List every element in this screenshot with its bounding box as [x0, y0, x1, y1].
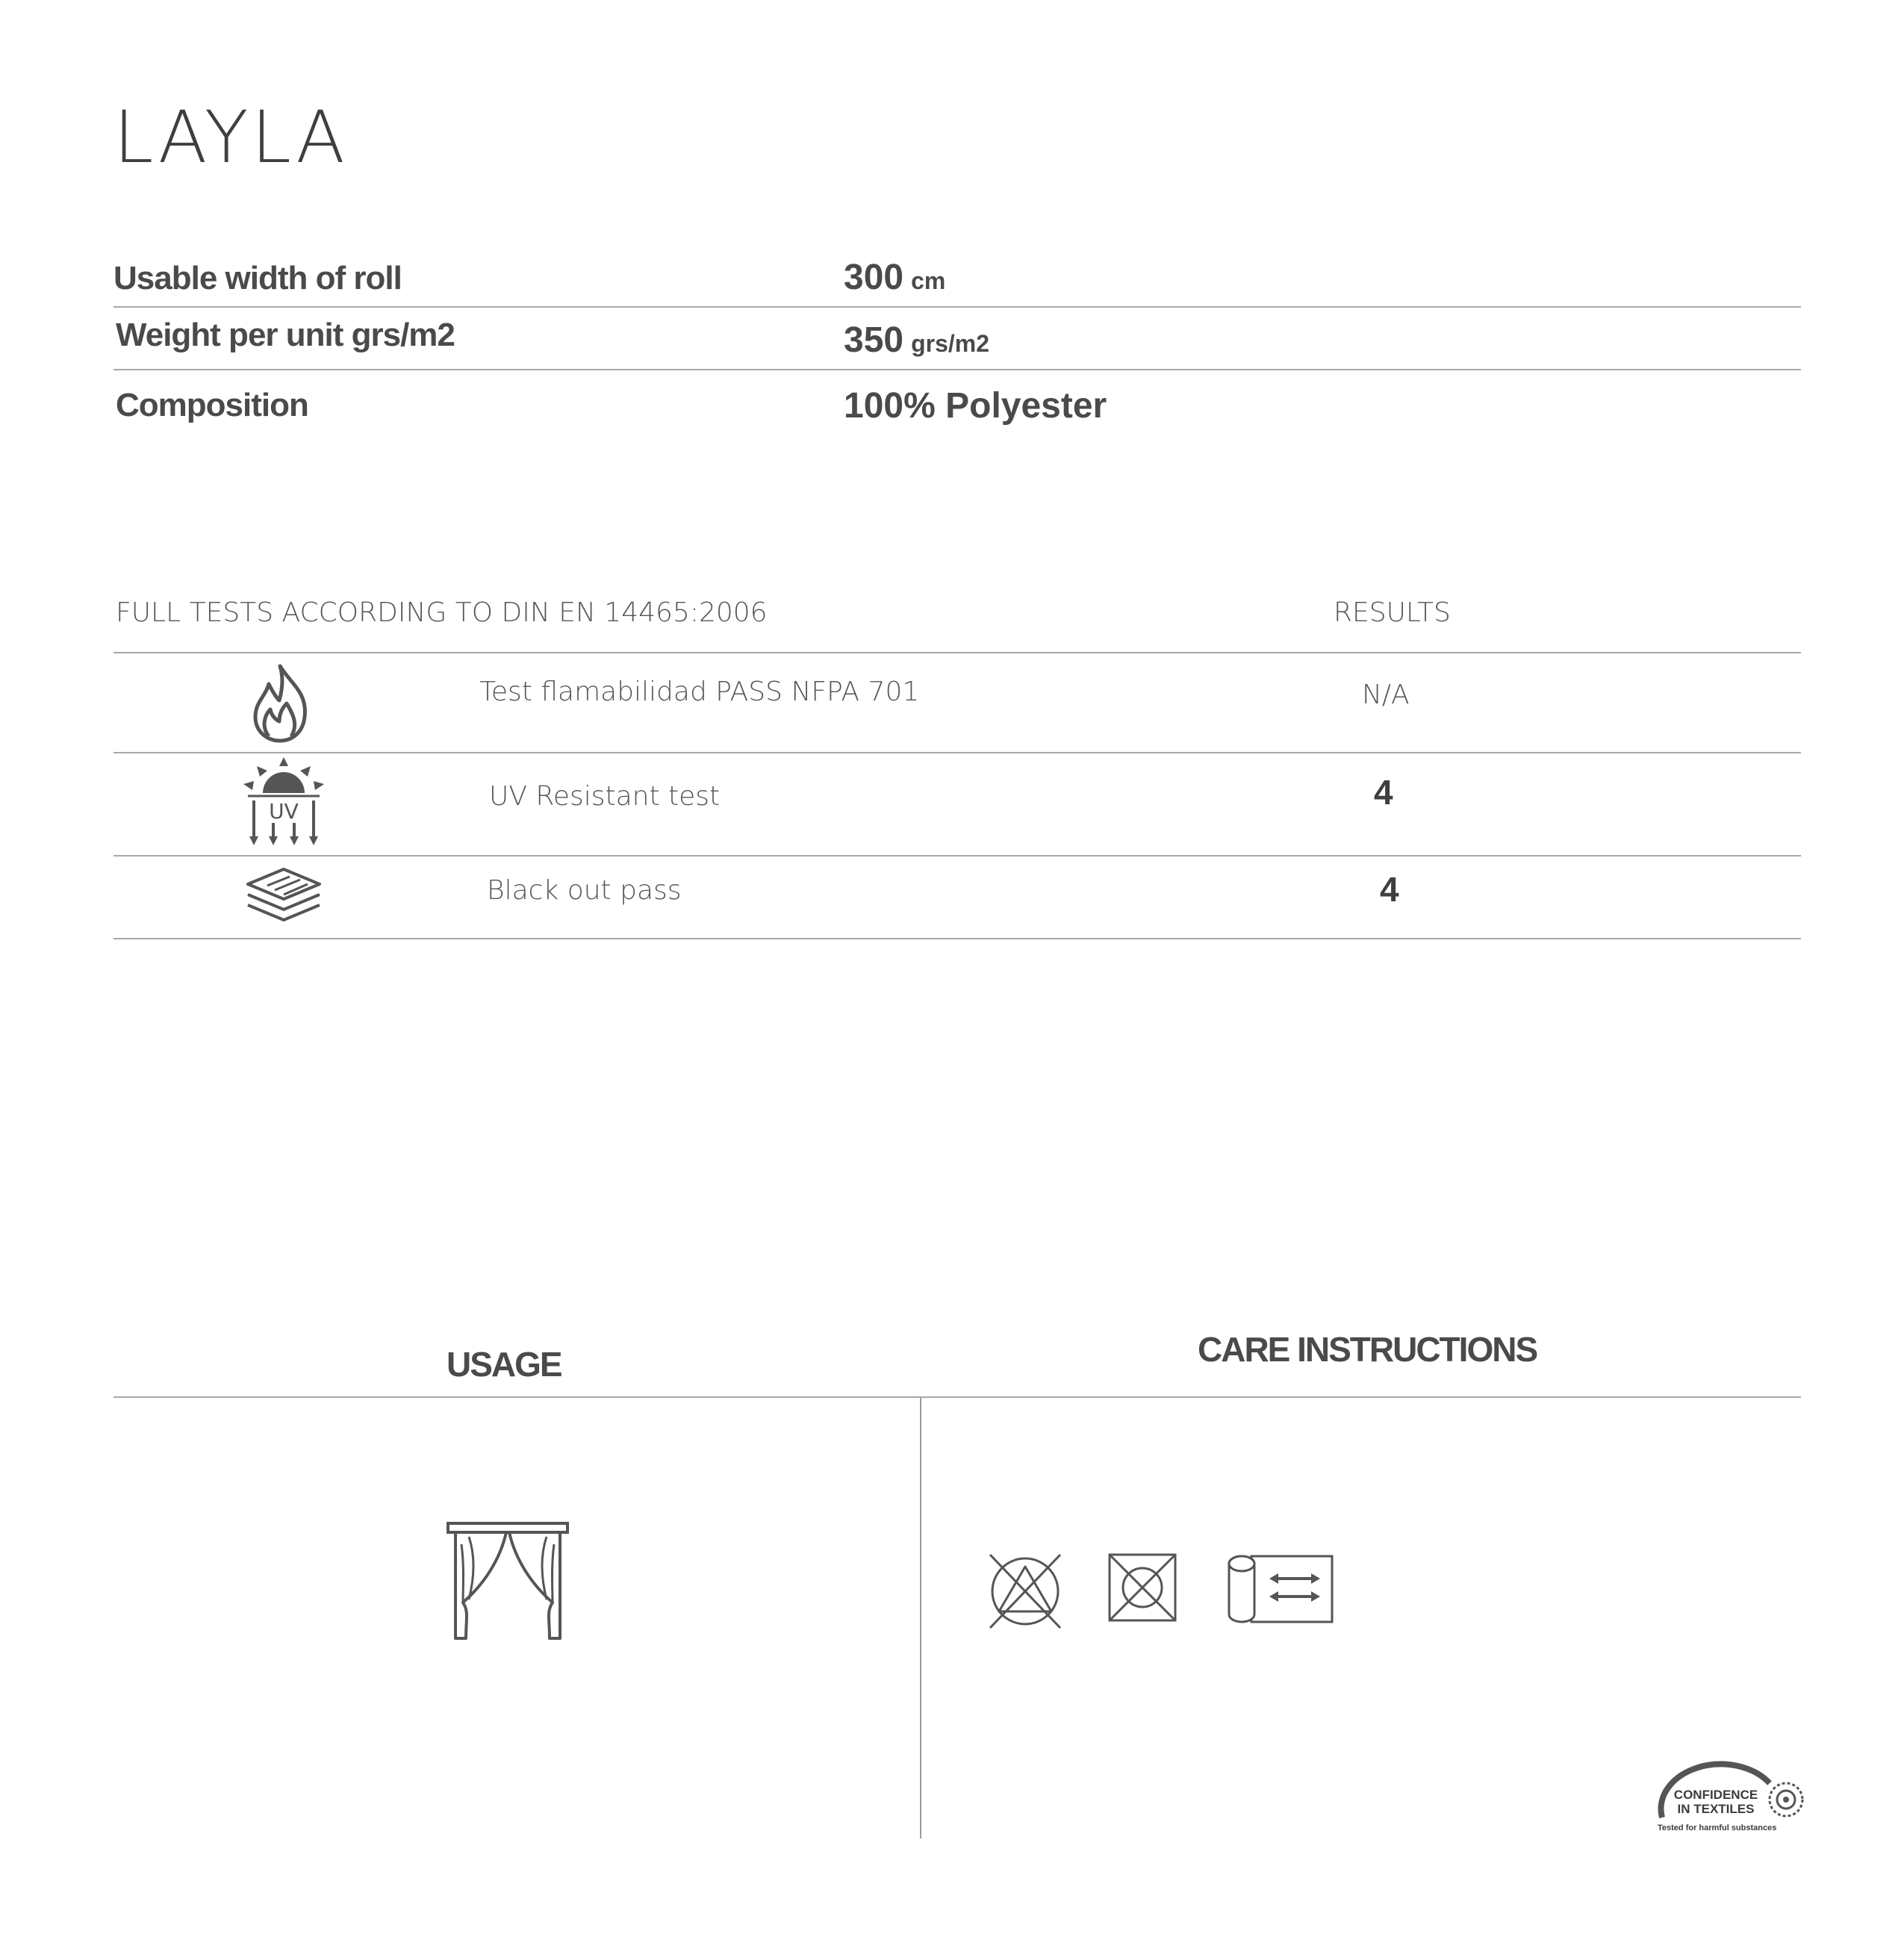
- tests-divider: [113, 938, 1801, 939]
- spec-label-width: Usable width of roll: [113, 260, 402, 296]
- test-name-blackout: Black out pass: [487, 875, 682, 906]
- spec-value-width: [844, 257, 945, 298]
- test-name-flammability: Test flamabilidad PASS NFPA 701: [479, 677, 920, 707]
- usage-heading: USAGE: [447, 1345, 561, 1384]
- certification-tagline: Tested for harmful substances: [1658, 1824, 1777, 1832]
- tests-divider: [113, 855, 1801, 856]
- results-header: RESULTS: [1334, 597, 1451, 628]
- spec-weight-number: 350: [844, 320, 904, 360]
- spec-divider: [113, 306, 1801, 308]
- flame-icon: [246, 663, 314, 745]
- layers-icon: [245, 866, 323, 926]
- uv-sun-icon: [240, 756, 327, 848]
- spec-divider: [113, 369, 1801, 370]
- spec-label-weight: Weight per unit grs/m2: [116, 317, 455, 353]
- no-tumble-dry-icon: [1108, 1553, 1177, 1622]
- test-result-blackout: 4: [1380, 870, 1399, 909]
- section-vertical-divider: [920, 1398, 921, 1838]
- certification-line1: CONFIDENCE: [1673, 1788, 1758, 1802]
- spec-label-composition: Composition: [116, 387, 308, 423]
- test-result-flammability: N/A: [1362, 680, 1410, 710]
- tests-divider: [113, 652, 1801, 653]
- tests-divider: [113, 752, 1801, 753]
- certification-line2: IN TEXTILES: [1677, 1802, 1755, 1816]
- curtain-icon: [447, 1522, 569, 1641]
- certification-text: [1671, 1788, 1761, 1816]
- spec-weight-unit: grs/m2: [911, 330, 990, 357]
- test-name-uv: UV Resistant test: [489, 781, 721, 812]
- roll-storage-icon: [1226, 1553, 1335, 1625]
- page-title: LAYLA: [113, 96, 348, 179]
- tests-header: FULL TESTS ACCORDING TO DIN EN 14465:2006: [116, 597, 768, 628]
- spec-width-number: 300: [844, 258, 904, 297]
- spec-value-weight: [844, 320, 989, 361]
- uv-icon-text: UV: [269, 799, 299, 824]
- spec-width-unit: cm: [911, 267, 946, 294]
- spec-value-composition: 100% Polyester: [844, 386, 1107, 426]
- care-heading: CARE INSTRUCTIONS: [1198, 1330, 1537, 1369]
- section-divider: [113, 1396, 1801, 1398]
- no-bleach-icon: [987, 1552, 1063, 1631]
- test-result-uv: 4: [1374, 773, 1393, 812]
